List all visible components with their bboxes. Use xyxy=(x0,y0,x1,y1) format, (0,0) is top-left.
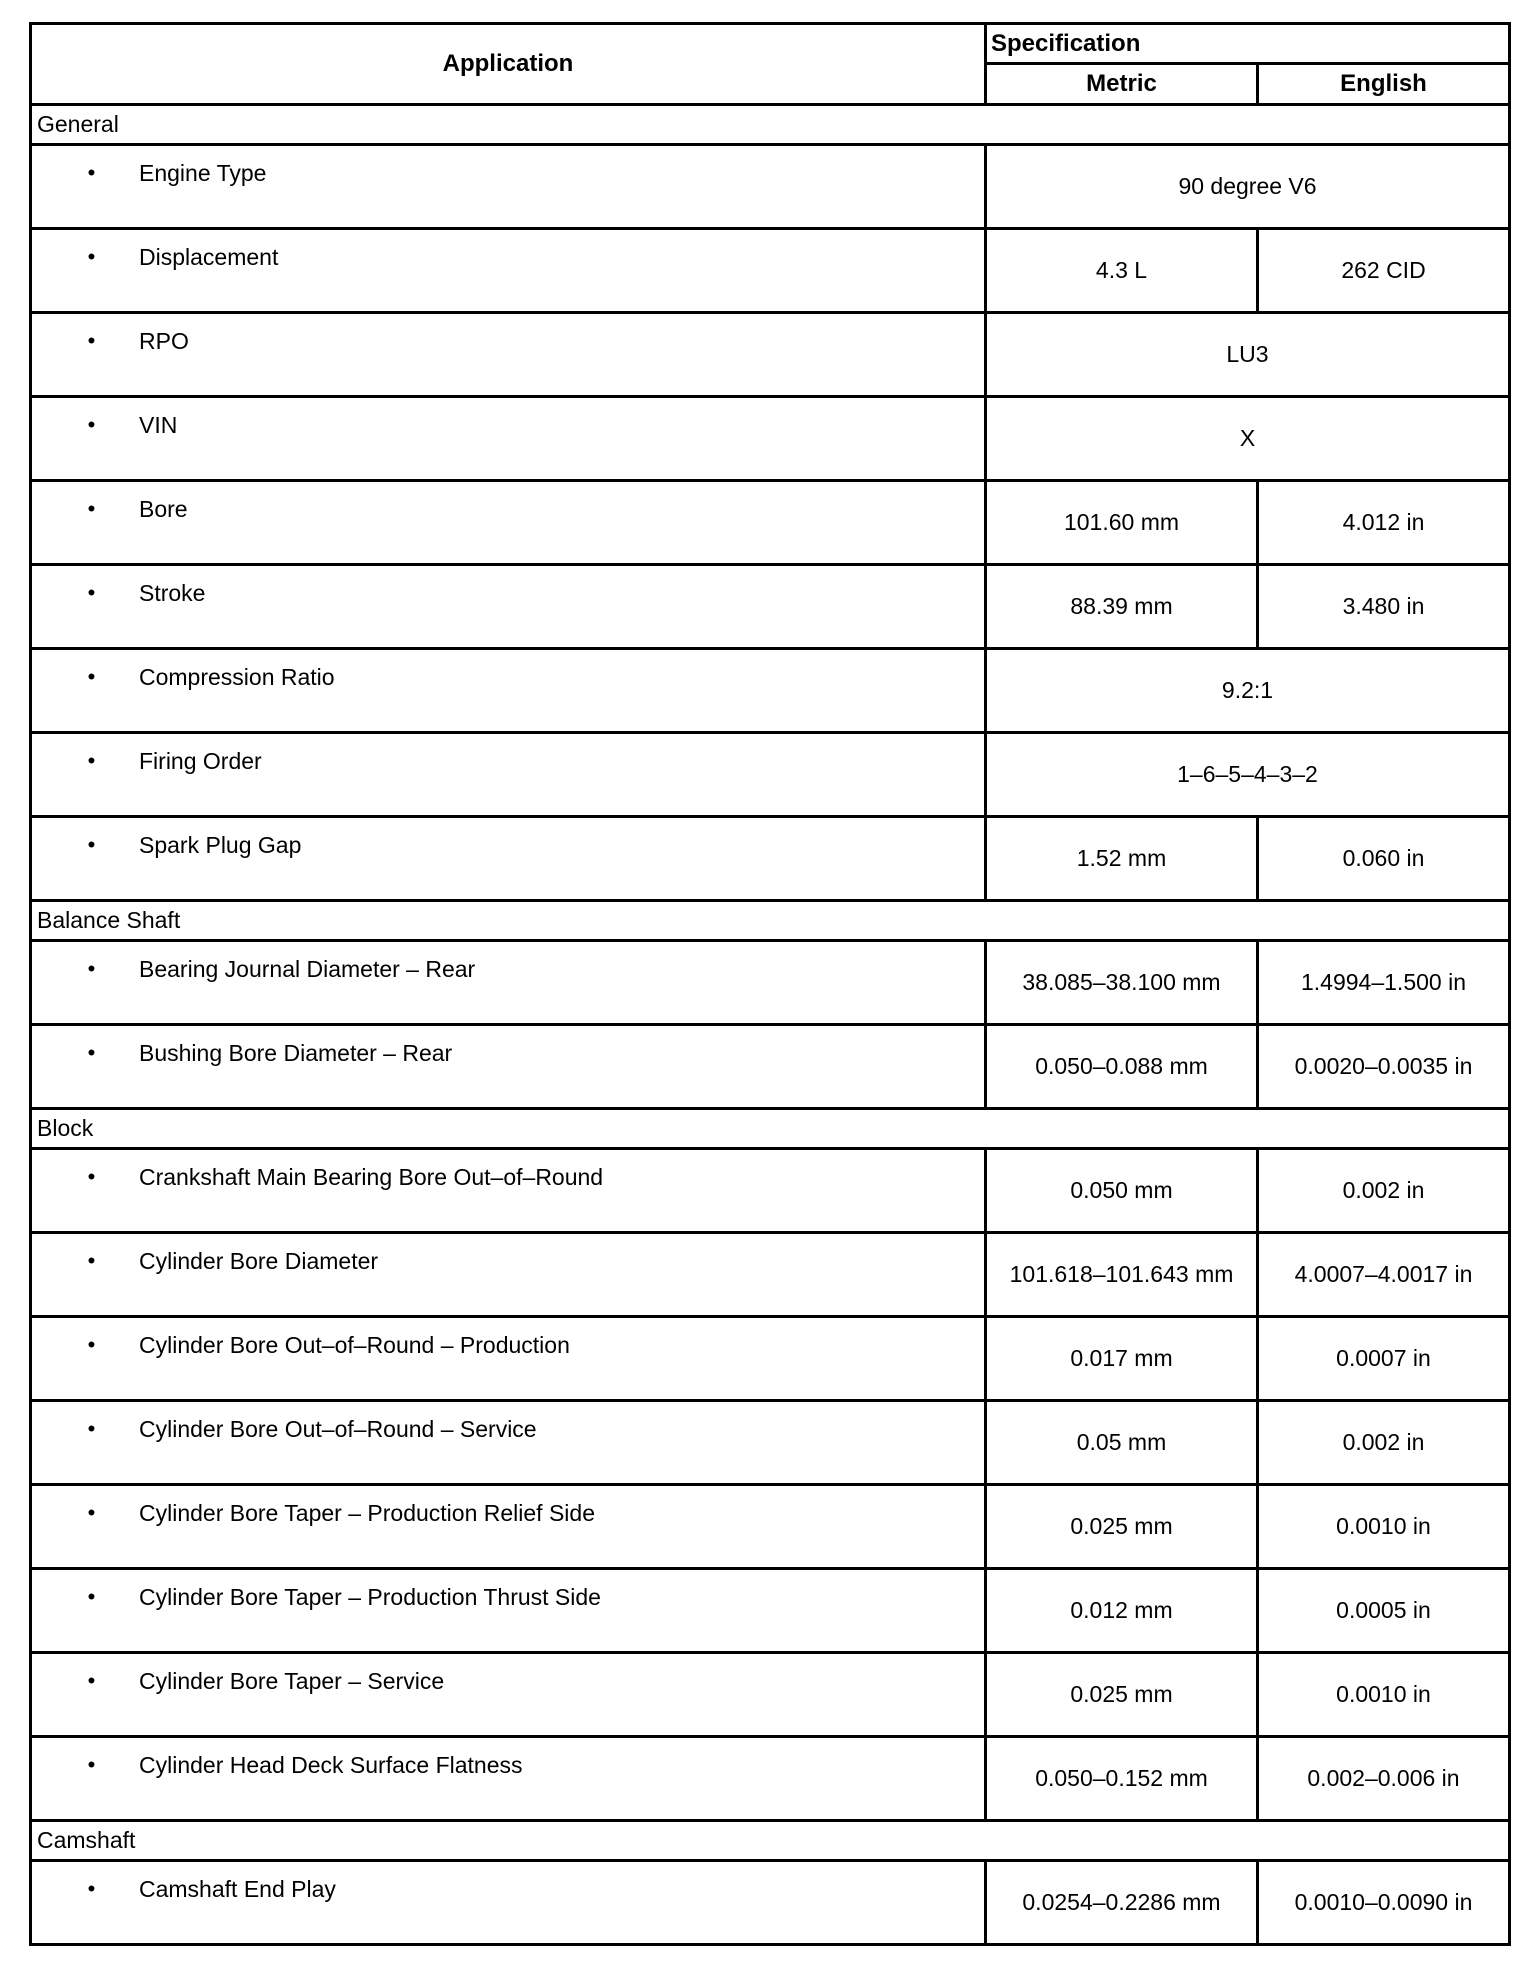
metric-value: 0.025 mm xyxy=(986,1653,1258,1737)
bullet-icon: • xyxy=(87,412,96,437)
english-value: 0.0020–0.0035 in xyxy=(1258,1025,1510,1109)
table-row xyxy=(31,649,1510,733)
bullet-icon: • xyxy=(87,748,96,773)
english-value: 0.002–0.006 in xyxy=(1258,1737,1510,1821)
application-label: Cylinder Bore Out–of–Round – Service xyxy=(139,1416,537,1442)
spec-value: 1–6–5–4–3–2 xyxy=(986,733,1510,817)
bullet-icon: • xyxy=(87,1248,96,1273)
english-value: 0.002 in xyxy=(1258,1149,1510,1233)
specification-table xyxy=(29,22,1511,1946)
english-value: 3.480 in xyxy=(1258,565,1510,649)
english-value: 0.0007 in xyxy=(1258,1317,1510,1401)
application-label: Bearing Journal Diameter – Rear xyxy=(139,956,476,982)
table-row xyxy=(31,733,1510,817)
english-value: 0.0005 in xyxy=(1258,1569,1510,1653)
table-row xyxy=(31,1737,1510,1821)
bullet-icon: • xyxy=(87,1752,96,1777)
table-row xyxy=(31,1149,1510,1233)
spec-value: LU3 xyxy=(986,313,1510,397)
application-label: Crankshaft Main Bearing Bore Out–of–Round xyxy=(139,1164,604,1190)
bullet-icon: • xyxy=(87,956,96,981)
bullet-icon: • xyxy=(87,1500,96,1525)
metric-value: 88.39 mm xyxy=(986,565,1258,649)
spec-value: X xyxy=(986,397,1510,481)
specification-body xyxy=(31,105,1510,1945)
bullet-icon: • xyxy=(87,160,96,185)
bullet-icon: • xyxy=(87,664,96,689)
metric-value: 0.012 mm xyxy=(986,1569,1258,1653)
application-label: Stroke xyxy=(139,580,206,606)
table-row xyxy=(31,145,1510,229)
bullet-icon: • xyxy=(87,1416,96,1441)
metric-value: 0.0254–0.2286 mm xyxy=(986,1861,1258,1945)
english-value: 0.002 in xyxy=(1258,1401,1510,1485)
application-label: Displacement xyxy=(139,244,279,270)
english-value: 0.0010 in xyxy=(1258,1485,1510,1569)
english-value: 0.0010–0.0090 in xyxy=(1258,1861,1510,1945)
bullet-icon: • xyxy=(87,1332,96,1357)
table-row xyxy=(31,397,1510,481)
bullet-icon: • xyxy=(87,1164,96,1189)
application-label: Cylinder Bore Taper – Production Thrust Side xyxy=(139,1584,601,1610)
table-row xyxy=(31,1025,1510,1109)
english-value: 4.012 in xyxy=(1258,481,1510,565)
section-header-camshaft: Camshaft xyxy=(31,1821,1510,1861)
metric-value: 101.618–101.643 mm xyxy=(986,1233,1258,1317)
section-header-block: Block xyxy=(31,1109,1510,1149)
table-row xyxy=(31,1401,1510,1485)
spec-value: 90 degree V6 xyxy=(986,145,1510,229)
section-header-balance-shaft: Balance Shaft xyxy=(31,901,1510,941)
english-value: 1.4994–1.500 in xyxy=(1258,941,1510,1025)
table-row xyxy=(31,941,1510,1025)
application-label: RPO xyxy=(139,328,189,354)
metric-value: 38.085–38.100 mm xyxy=(986,941,1258,1025)
metric-value: 0.050 mm xyxy=(986,1149,1258,1233)
table-row xyxy=(31,481,1510,565)
bullet-icon: • xyxy=(87,328,96,353)
bullet-icon: • xyxy=(87,1040,96,1065)
section-header-general: General xyxy=(31,105,1510,145)
table-row xyxy=(31,817,1510,901)
application-label: Camshaft End Play xyxy=(139,1876,336,1902)
metric-value: 4.3 L xyxy=(986,229,1258,313)
table-row xyxy=(31,1485,1510,1569)
metric-value: 0.017 mm xyxy=(986,1317,1258,1401)
metric-value: 0.025 mm xyxy=(986,1485,1258,1569)
application-label: Firing Order xyxy=(139,748,262,774)
metric-value: 1.52 mm xyxy=(986,817,1258,901)
bullet-icon: • xyxy=(87,1668,96,1693)
bullet-icon: • xyxy=(87,244,96,269)
metric-header: Metric xyxy=(986,64,1258,105)
spec-value: 9.2:1 xyxy=(986,649,1510,733)
application-label: Bushing Bore Diameter – Rear xyxy=(139,1040,453,1066)
english-value: 4.0007–4.0017 in xyxy=(1258,1233,1510,1317)
table-row xyxy=(31,565,1510,649)
metric-value: 0.05 mm xyxy=(986,1401,1258,1485)
application-label: Cylinder Bore Diameter xyxy=(139,1248,379,1274)
bullet-icon: • xyxy=(87,1876,96,1901)
bullet-icon: • xyxy=(87,1584,96,1609)
table-row xyxy=(31,1233,1510,1317)
specification-header: Specification xyxy=(986,24,1510,64)
metric-value: 101.60 mm xyxy=(986,481,1258,565)
application-label: Cylinder Bore Taper – Production Relief Side xyxy=(139,1500,595,1526)
application-label: VIN xyxy=(139,412,178,438)
english-value: 0.0010 in xyxy=(1258,1653,1510,1737)
table-row xyxy=(31,1861,1510,1945)
application-label: Spark Plug Gap xyxy=(139,832,302,858)
english-value: 262 CID xyxy=(1258,229,1510,313)
english-value: 0.060 in xyxy=(1258,817,1510,901)
bullet-icon: • xyxy=(87,832,96,857)
application-label: Engine Type xyxy=(139,160,267,186)
bullet-icon: • xyxy=(87,580,96,605)
table-row xyxy=(31,313,1510,397)
table-row xyxy=(31,229,1510,313)
table-row xyxy=(31,1653,1510,1737)
application-label: Cylinder Bore Taper – Service xyxy=(139,1668,445,1694)
metric-value: 0.050–0.088 mm xyxy=(986,1025,1258,1109)
table-row xyxy=(31,1317,1510,1401)
application-label: Compression Ratio xyxy=(139,664,335,690)
table-row xyxy=(31,1569,1510,1653)
english-header: English xyxy=(1258,64,1510,105)
application-label: Cylinder Bore Out–of–Round – Production xyxy=(139,1332,570,1358)
application-label: Cylinder Head Deck Surface Flatness xyxy=(139,1752,523,1778)
application-header: Application xyxy=(31,24,986,105)
metric-value: 0.050–0.152 mm xyxy=(986,1737,1258,1821)
application-label: Bore xyxy=(139,496,188,522)
bullet-icon: • xyxy=(87,496,96,521)
